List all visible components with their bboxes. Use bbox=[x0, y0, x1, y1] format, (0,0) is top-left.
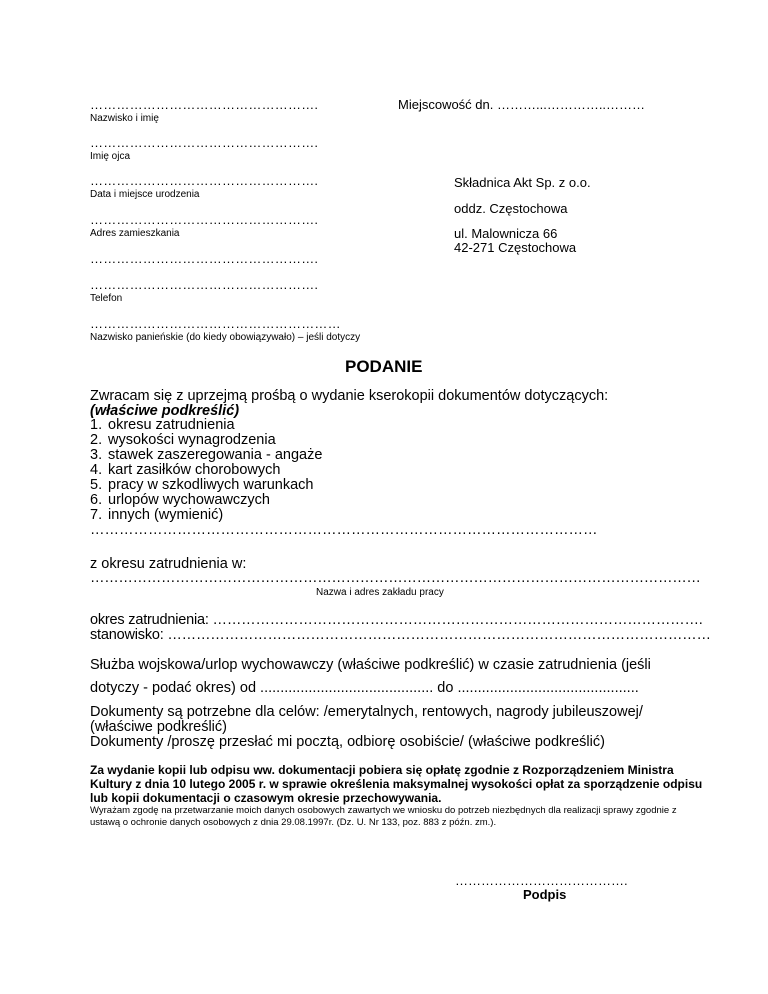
employment-period[interactable]: okres zatrudnienia: …………………………………………………………………………………………. bbox=[90, 612, 703, 628]
request-intro: Zwracam się z uprzejmą prośbą o wydanie kserokopii dokumentów dotyczących: bbox=[90, 388, 609, 404]
recipient-street: ul. Malownicza 66 bbox=[454, 226, 558, 241]
father-name-dots[interactable]: ……………………………………………. bbox=[90, 135, 319, 150]
employer-dots[interactable]: ………………………………………………………………………………………………………………… bbox=[90, 570, 701, 586]
father-name-label: Imię ojca bbox=[90, 151, 131, 162]
phone-dots[interactable]: ……………………………………………. bbox=[90, 277, 319, 292]
recipient-city: 42-271 Częstochowa bbox=[454, 240, 577, 255]
list-item[interactable]: 6. urlopów wychowawczych bbox=[90, 492, 270, 508]
list-item[interactable]: 7. innych (wymienić) bbox=[90, 507, 224, 523]
list-item[interactable]: 5. pracy w szkodliwych warunkach bbox=[90, 477, 314, 493]
signature-label: Podpis bbox=[523, 887, 567, 902]
name-label: Nazwisko i imię bbox=[90, 113, 159, 124]
maiden-name-dots[interactable]: ………………………………………………… bbox=[90, 316, 341, 331]
name-dots[interactable]: ……………………………………………. bbox=[90, 97, 319, 112]
address2-dots[interactable]: ……………………………………………. bbox=[90, 251, 319, 266]
recipient-company: Składnica Akt Sp. z o.o. bbox=[454, 175, 591, 190]
list-item[interactable]: 3. stawek zaszeregowania - angaże bbox=[90, 447, 323, 463]
list-item[interactable]: 1. okresu zatrudnienia bbox=[90, 417, 235, 433]
purpose-line1: Dokumenty są potrzebne dla celów: /emerytalnych, rentowych, nagrody jubileuszowej/ bbox=[90, 704, 643, 720]
consent-text: Wyrażam zgodę na przetwarzanie moich danych osobowych zawartych we wniosku do potrzeb niezbędnych dla realizacji sprawy zgodnie z ustawą o ochronie danych osobowych z dnia 29.08.1997r. (Dz. U. Nr 133, poz. 883 z późn. zm.). bbox=[90, 805, 677, 828]
birth-label: Data i miejsce urodzenia bbox=[90, 189, 200, 200]
military-line1: Służba wojskowa/urlop wychowawczy (właściwe podkreślić) w czasie zatrudnienia (jeśli bbox=[90, 657, 651, 673]
address-dots[interactable]: ……………………………………………. bbox=[90, 212, 319, 227]
delivery-method: Dokumenty /proszę przesłać mi pocztą, odbiorę osobiście/ (właściwe podkreślić) bbox=[90, 734, 605, 750]
document-type-list bbox=[90, 418, 322, 523]
request-note: (właściwe podkreślić) bbox=[90, 403, 240, 419]
place-date[interactable]: Miejscowość dn. ………...…………..……… bbox=[398, 97, 646, 112]
maiden-name-label: Nazwisko panieńskie (do kiedy obowiązywało) – jeśli dotyczy bbox=[90, 332, 361, 343]
list-item[interactable]: 2. wysokości wynagrodzenia bbox=[90, 432, 276, 448]
employer-label: Nazwa i adres zakładu pracy bbox=[316, 587, 444, 598]
address-label: Adres zamieszkania bbox=[90, 228, 180, 239]
position-field[interactable]: stanowisko: …………………………………………………………………………………………………… bbox=[90, 627, 711, 643]
list-item[interactable]: 4. kart zasiłków chorobowych bbox=[90, 462, 281, 478]
fee-notice: Za wydanie kopii lub odpisu ww. dokumentacji pobiera się opłatę zgodnie z Rozporządzeniem Ministra Kultury z dnia 10 lutego 2005 r. w sprawie określenia maksymalnej wysokości opłat za sporządzenie odpisu lub kopii dokumentacji o czasowym okresie przechowywania. bbox=[90, 763, 703, 805]
other-documents-dots[interactable]: …………………………………………………………………………………………… bbox=[90, 522, 598, 538]
signature-dots[interactable]: …………………………………. bbox=[455, 873, 628, 888]
military-period[interactable]: dotyczy - podać okres) od ........................................... do ............................................. bbox=[90, 680, 639, 696]
birth-dots[interactable]: ……………………………………………. bbox=[90, 173, 319, 188]
phone-label: Telefon bbox=[90, 293, 123, 304]
recipient-branch: oddz. Częstochowa bbox=[454, 201, 568, 216]
purpose-line2: (właściwe podkreślić) bbox=[90, 719, 227, 735]
employment-intro: z okresu zatrudnienia w: bbox=[90, 556, 247, 572]
page-title: PODANIE bbox=[345, 357, 423, 376]
